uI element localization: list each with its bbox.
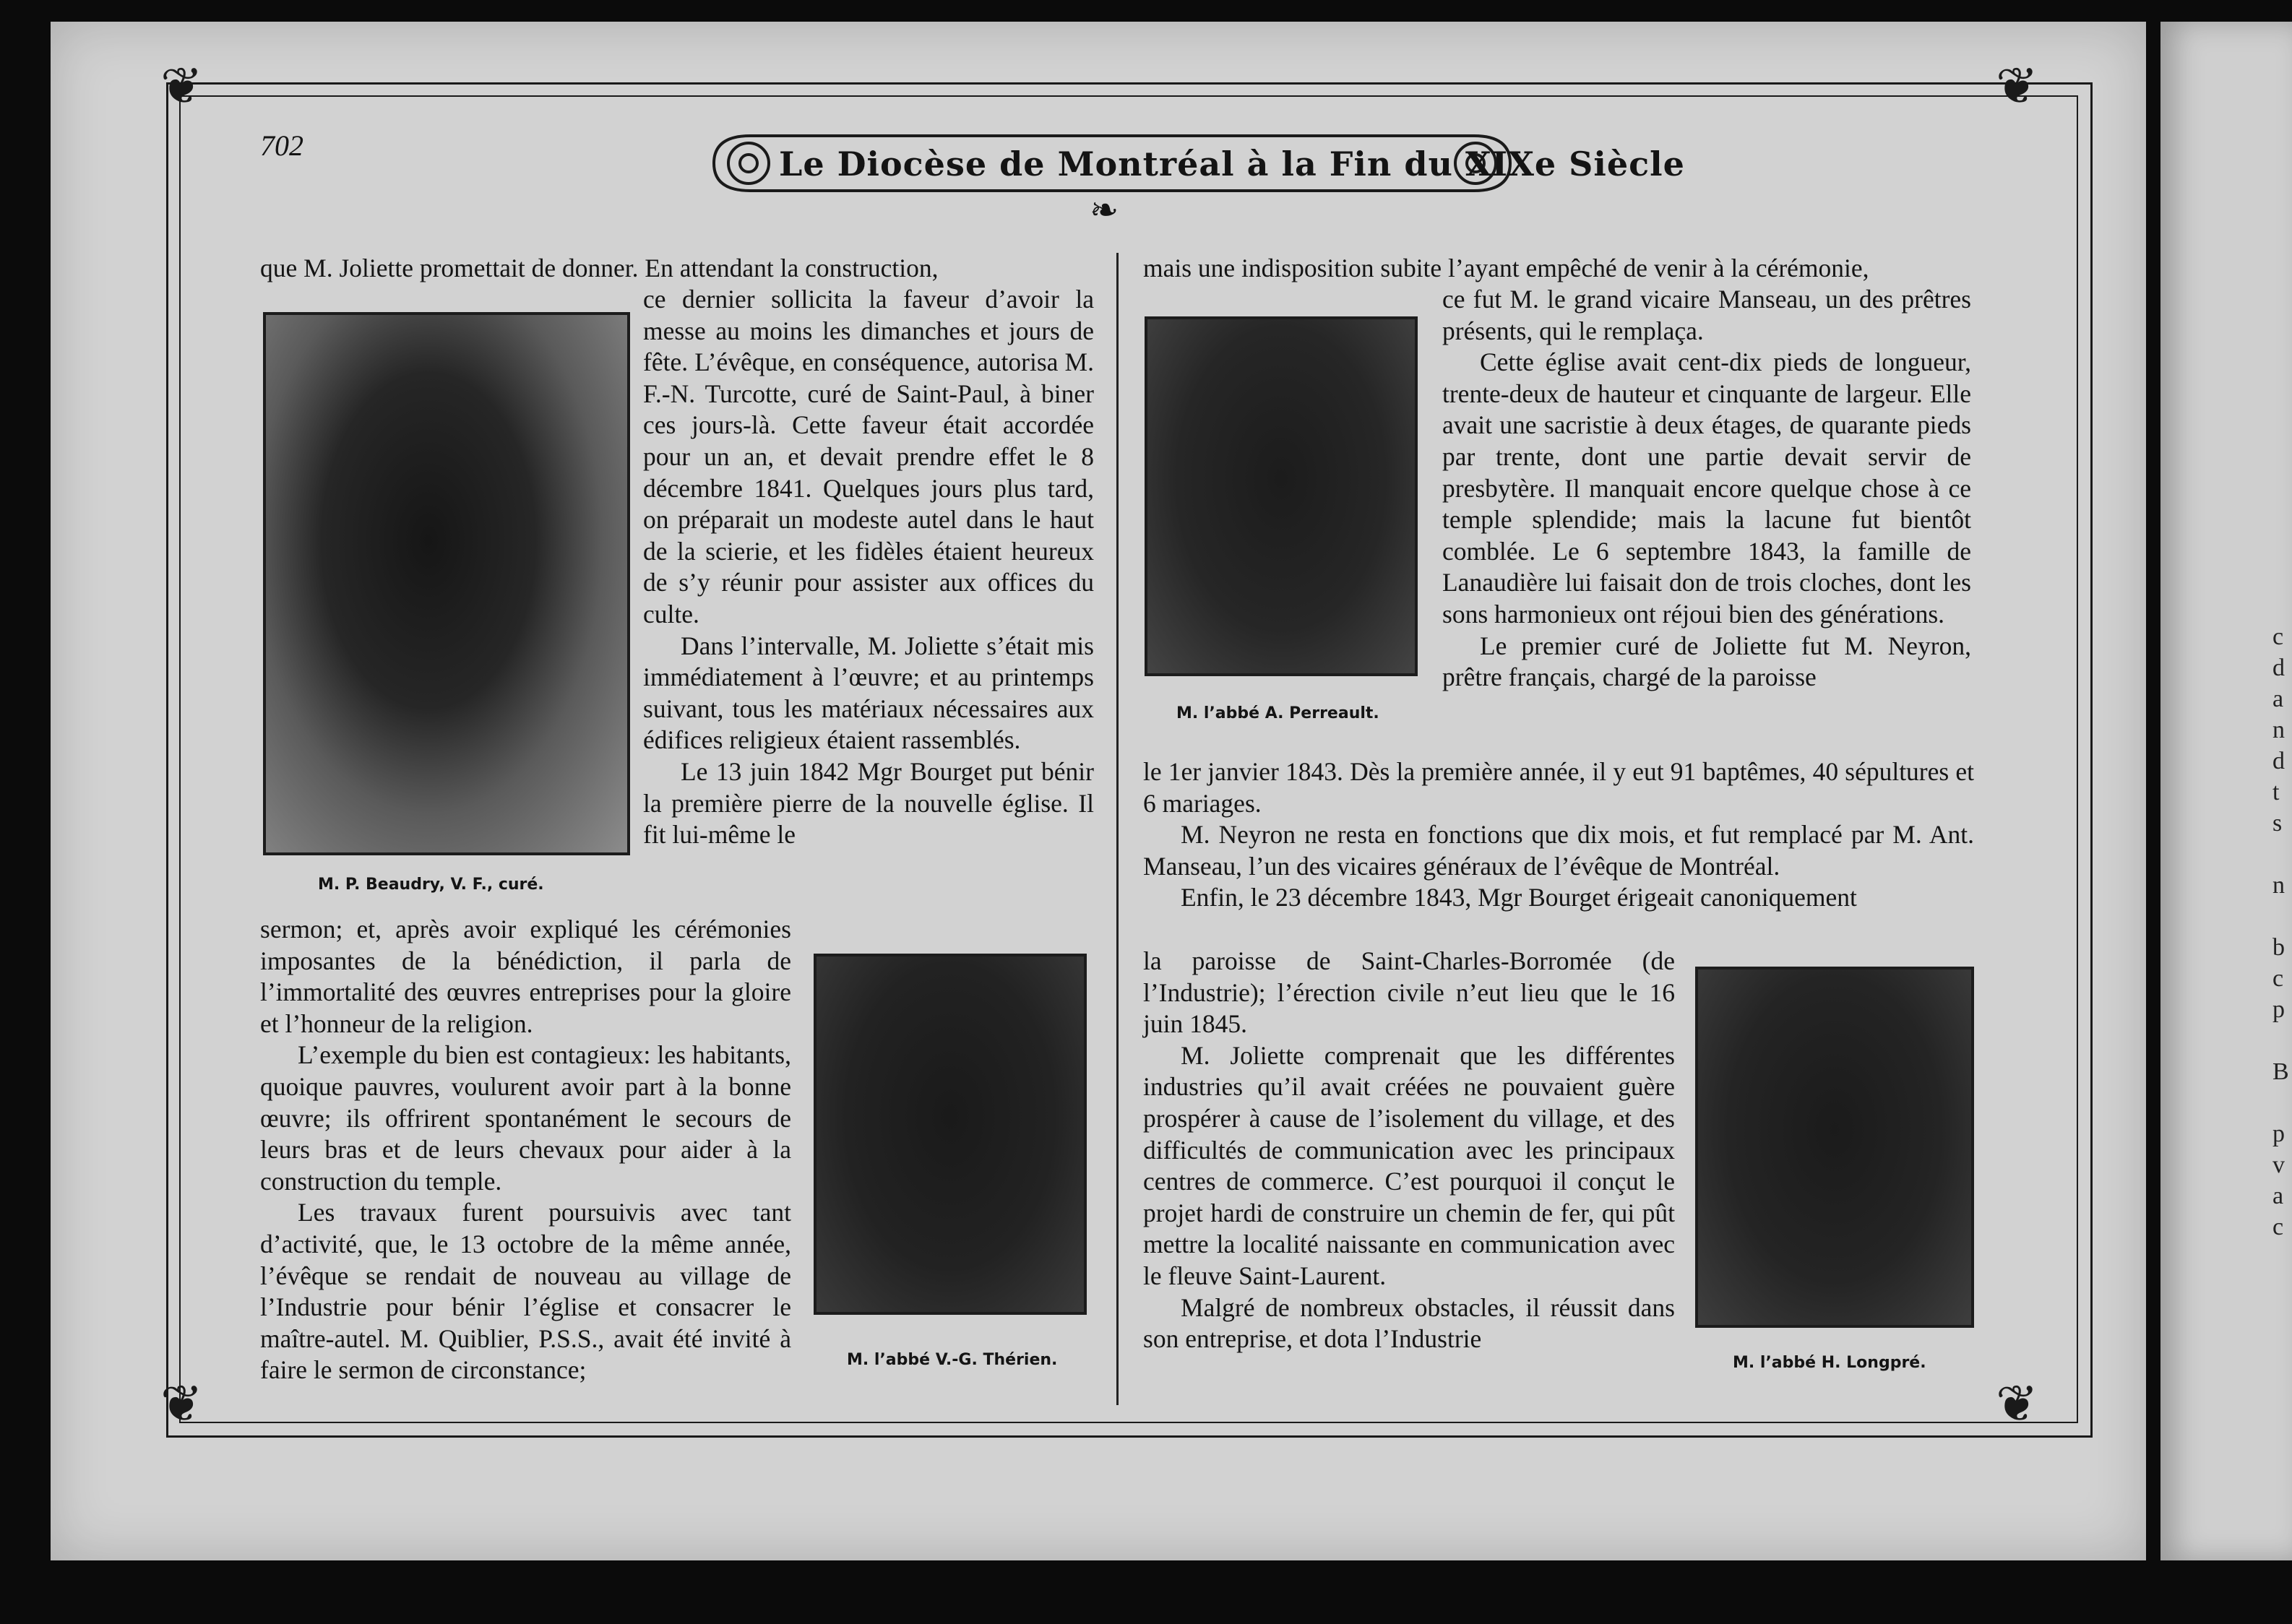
- fleuron-ornament-icon: ❧: [1090, 191, 1119, 230]
- running-header: [707, 130, 1685, 196]
- adjacent-page-letter: p: [2272, 996, 2285, 1023]
- adjacent-page-letter: d: [2272, 655, 2285, 681]
- right-column-text-beside-photo4: la paroisse de Saint-Charles-Borromée (de l’Industrie); l’érection civile n’eut lieu que le 16 juin 1845. M. Joliette comprenait que les différentes industries qu’il avait créées ne pouvaient guère prospérer à cause de l’isolement du village, et des difficultés de communication avec les principaux centres de commerce. C’est pourquoi il conçut le projet hardi de construire un chemin de fer, qui pût mettre la localité naissante en communication avec le fleuve Saint-Laurent. Malgré de nombreux obstacles, il réussit dans son entreprise, et dota l’Industrie: [1143, 946, 1675, 1354]
- adjacent-page-letter: s: [2272, 810, 2283, 837]
- right-column-first-line: mais une indisposition subite l’ayant empêché de venir à la cérémonie,: [1143, 254, 1869, 282]
- running-title: Le Diocèse de Montréal à la Fin du XIXe Siècle: [779, 144, 1685, 183]
- caption-therien: M. l’abbé V.-G. Thérien.: [847, 1351, 1058, 1369]
- adjacent-page-letter: [2272, 1025, 2289, 1056]
- right-column-full-width-text: le 1er janvier 1843. Dès la première année, il y eut 91 baptêmes, 40 sépultures et 6 mariages. M. Neyron ne resta en fonctions que dix mois, et fut remplacé par M. Ant. Manseau, l’un des vicaires généraux de l’évêque de Montréal. Enfin, le 23 décembre 1843, Mgr Bourget érigeait canoniquement: [1143, 757, 1974, 912]
- adjacent-page-letter: a: [2272, 1183, 2284, 1209]
- adjacent-page-text-fragments: [2272, 621, 2289, 1243]
- caption-perreault: M. l’abbé A. Perreault.: [1176, 704, 1379, 722]
- caption-beaudry: M. P. Beaudry, V. F., curé.: [318, 876, 544, 894]
- adjacent-page-letter: t: [2272, 779, 2280, 805]
- portrait-photo-perreault: [1145, 316, 1418, 676]
- adjacent-page-letter: p: [2272, 1120, 2285, 1147]
- corner-ornament-bottom-right: ❦: [1996, 1377, 2038, 1433]
- adjacent-page-letter: a: [2272, 686, 2284, 712]
- portrait-photo-therien: [814, 954, 1087, 1315]
- portrait-photo-beaudry: [263, 312, 630, 855]
- adjacent-page-letter: [2272, 1087, 2289, 1118]
- left-column-first-line: que M. Joliette promettait de donner. En attendant la construction,: [260, 254, 939, 282]
- column-divider: [1116, 253, 1119, 1405]
- left-column-text-beside-photo2: sermon; et, après avoir expliqué les cérémonies imposantes de la bénédiction, il parla de l’immortalité des œuvres entreprises pour la gloire et l’honneur de la religion. L’exemple du bien est contagieux: les habitants, quoique pauvres, voulurent avoir part à la bonne œuvre; ils offrirent spontanément le secours de leurs bras et de leurs chevaux pour aider à la construction du temple. Les travaux furent poursuivis avec tant d’activité, que, le 13 octobre de la même année, l’évêque se rendait de nouveau au village de l’Industrie pour bénir l’église et consacrer le maître-autel. M. Quiblier, P.S.S., avait été invité à faire le sermon de circonstance;: [260, 915, 791, 1385]
- adjacent-page-letter: [2272, 839, 2289, 870]
- adjacent-page-letter: v: [2272, 1152, 2285, 1178]
- portrait-photo-longpre: [1695, 967, 1974, 1328]
- corner-ornament-top-left: ❦: [160, 59, 203, 115]
- adjacent-page-letter: b: [2272, 934, 2285, 961]
- adjacent-page-letter: c: [2272, 1214, 2284, 1240]
- adjacent-page-letter: [2272, 901, 2289, 932]
- adjacent-page-letter: n: [2272, 872, 2285, 899]
- adjacent-page-letter: c: [2272, 965, 2284, 992]
- left-column-text-beside-photo: ce dernier sollicita la faveur d’avoir la messe au moins les dimanches et jours de fête. L’évêque, en conséquence, autorisa M. F.-N. Turcotte, curé de Saint-Paul, à biner ces jours-là. Cette faveur était accordée pour un an, et devait prendre effet le 8 décembre 1841. Quelques jours plus tard, on préparait un modeste autel dans le haut de la scierie, et les fidèles étaient heureux de s’y réunir pour assister aux offices du culte. Dans l’intervalle, M. Joliette s’était mis immédiatement à l’œuvre; et au printemps suivant, tous les matériaux nécessaires aux édifices religieux étaient rassemblés. Le 13 juin 1842 Mgr Bourget put bénir la première pierre de la nouvelle église. Il fit lui-même le: [643, 285, 1094, 850]
- adjacent-page-letter: n: [2272, 717, 2285, 743]
- caption-longpre: M. l’abbé H. Longpré.: [1733, 1354, 1926, 1372]
- adjacent-page-letter: c: [2272, 623, 2284, 650]
- page-number: 702: [260, 129, 303, 162]
- adjacent-page-letter: B: [2272, 1058, 2289, 1085]
- corner-ornament-top-right: ❦: [1996, 59, 2038, 115]
- right-column-text-beside-photo: ce fut M. le grand vicaire Manseau, un des prêtres présents, qui le remplaça. Cette église avait cent-dix pieds de longueur, trente-deux de hauteur et cinquante de largeur. Elle avait une sacristie à deux étages, de quarante pieds par trente, dont une partie devait servir de presbytère. Il manquait encore quelque chose à ce temple splendide; mais la lacune fut bientôt comblée. Le 6 septembre 1843, la famille de Lanaudière lui faisait don de trois cloches, dont les sons harmonieux ont réjoui bien des générations. Le premier curé de Joliette fut M. Neyron, prêtre français, chargé de la paroisse: [1442, 285, 1971, 692]
- adjacent-page-letter: d: [2272, 748, 2285, 774]
- corner-ornament-bottom-left: ❦: [160, 1377, 203, 1433]
